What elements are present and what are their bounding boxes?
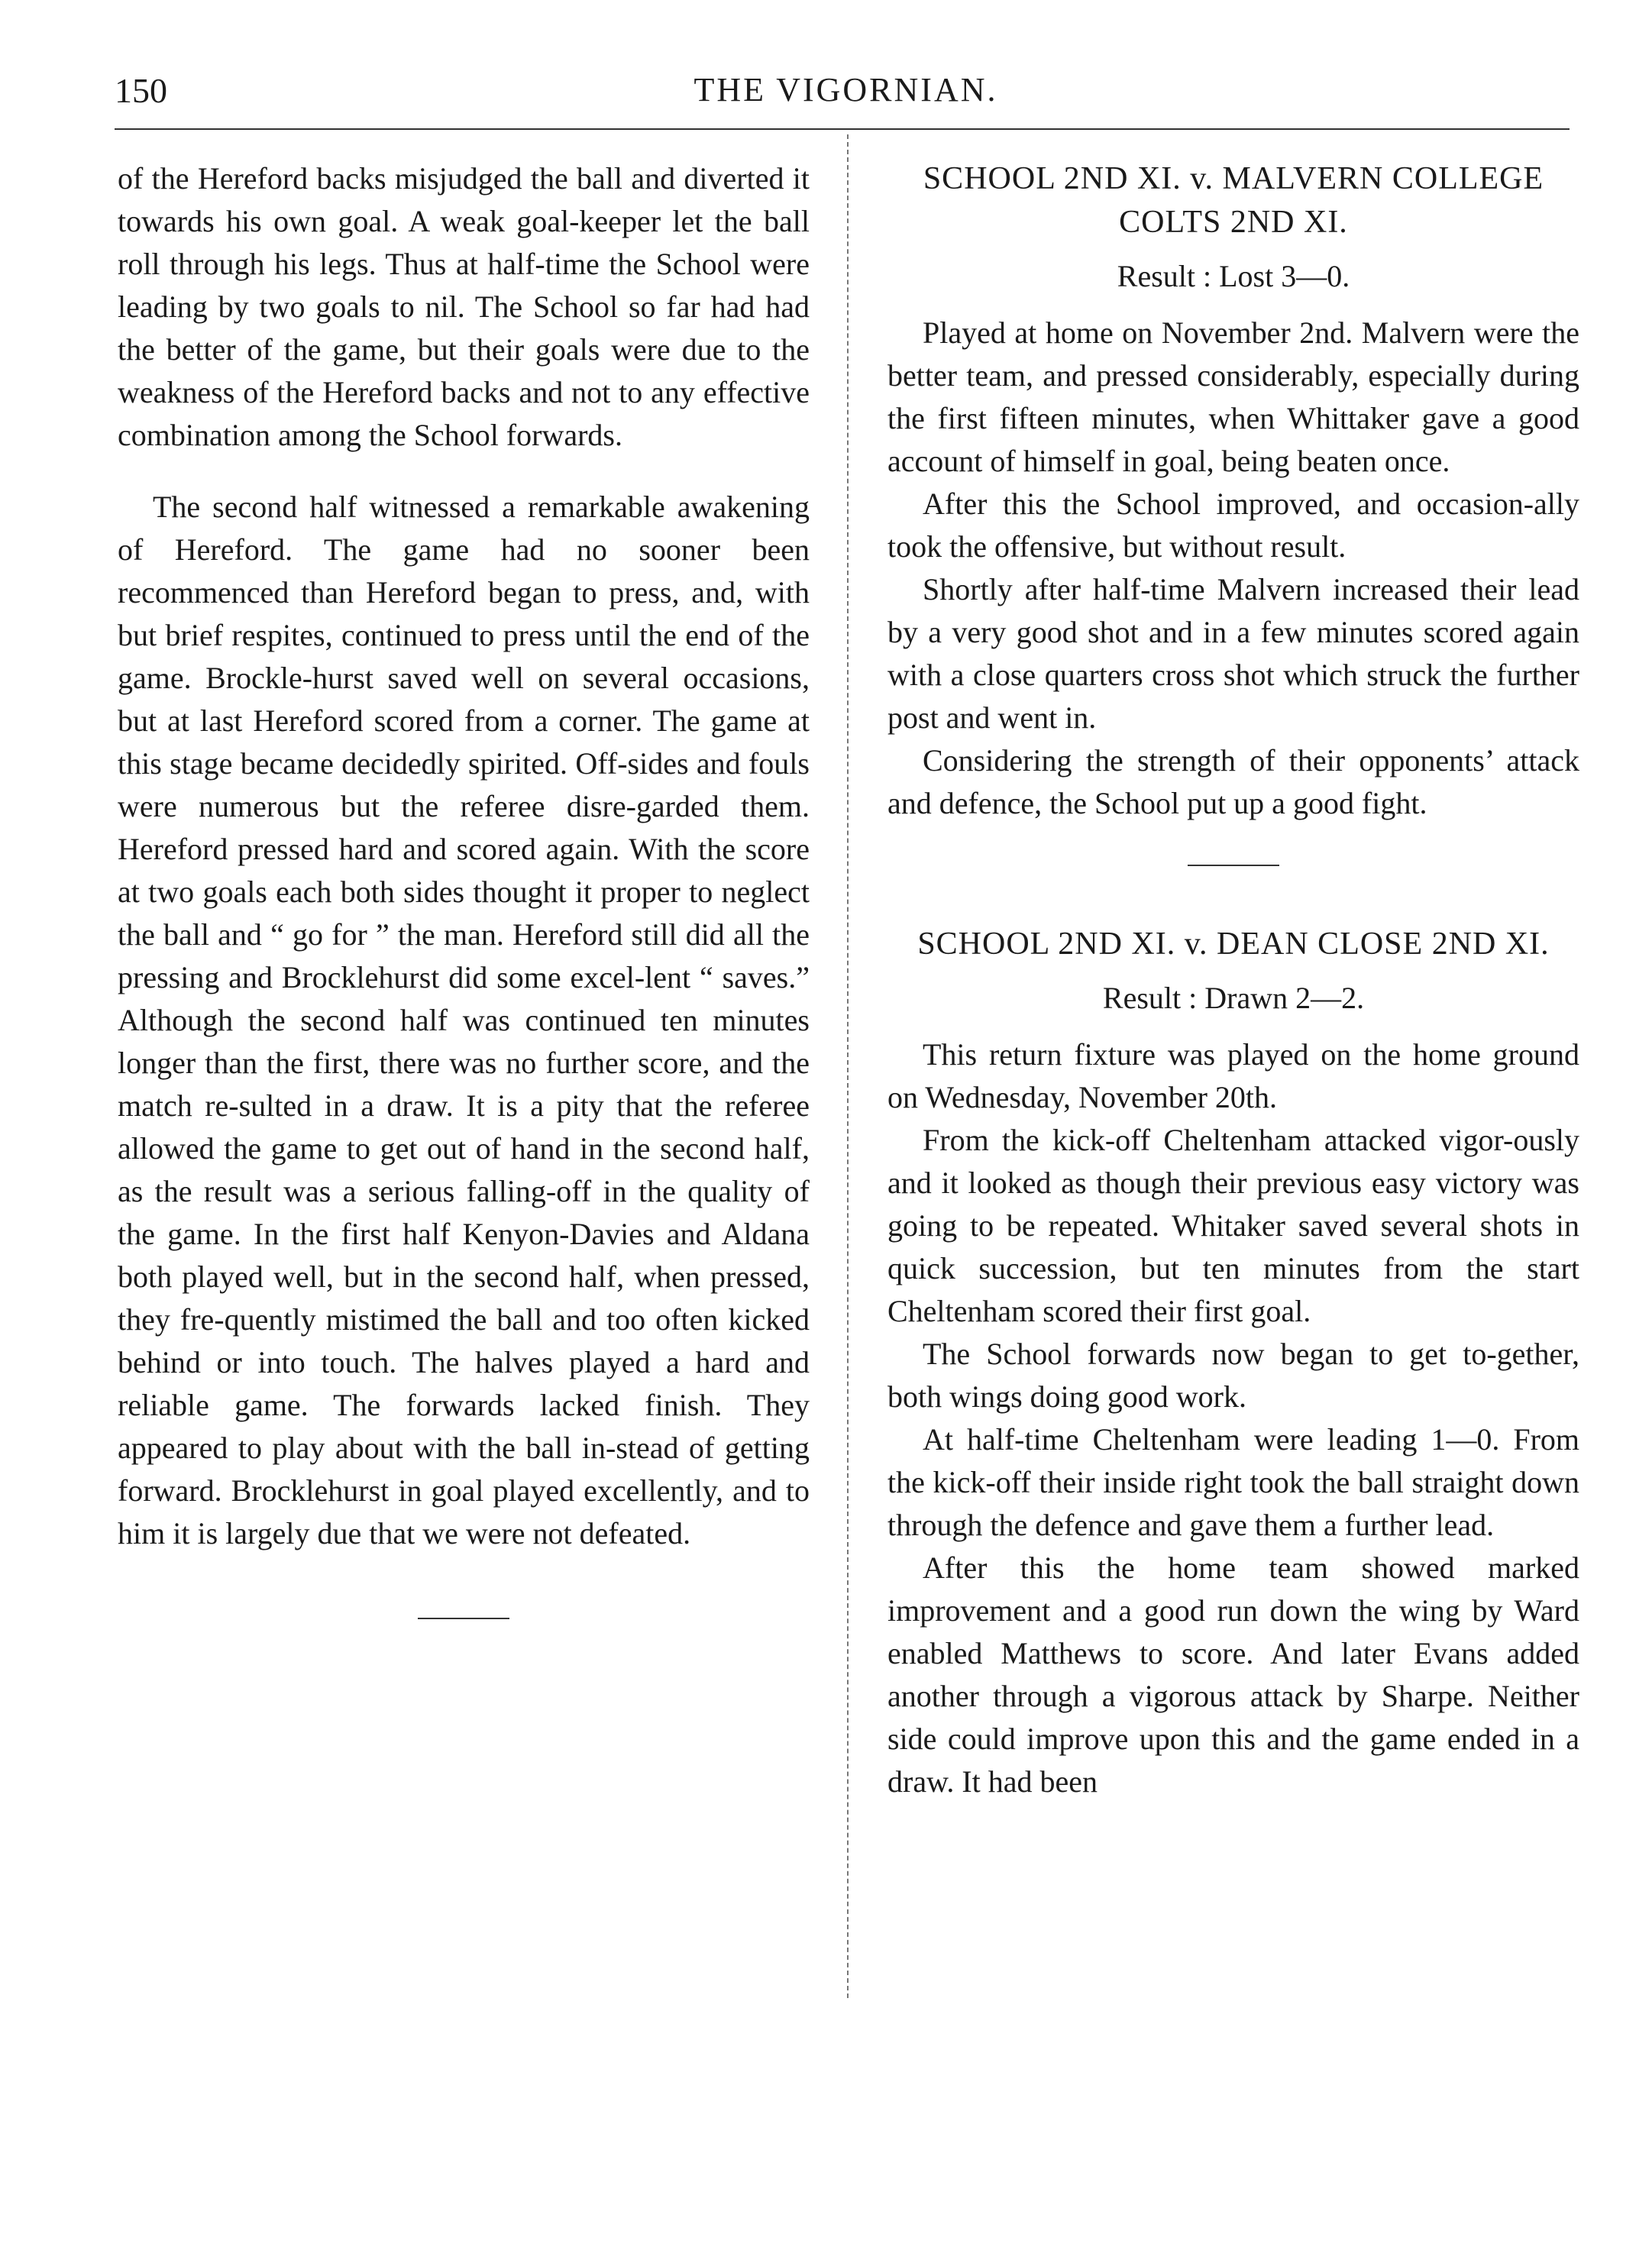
journal-title: THE VIGORNIAN.	[693, 71, 998, 108]
section-rule	[1188, 865, 1279, 866]
match-report-malvern	[887, 157, 1579, 825]
right-column	[887, 157, 1579, 1803]
paragraph: From the kick-off Cheltenham attacked vigor-ously and it looked as though their previous easy victory was going to be repeated. Whitaker saved several shots in quick succession, but ten minutes from the start Cheltenham scored their first goal.	[887, 1123, 1579, 1328]
paragraph: of the Hereford backs misjudged the ball and diverted it towards his own goal. A weak goal-keeper let the ball roll through his legs. Thus at half-time the School were leading by two goals to nil. The School so far had had the better of the game, but their goals were due to the weakness of the Hereford backs and not to any effective combination among the School forwards.	[118, 161, 810, 452]
paragraph: After this the home team showed marked improvement and a good run down the wing by Ward enabled Matthews to score. And later Evans added another through a vigorous attack by Sharpe. Neither side could improve upon this and the game ended in a draw. It had been	[887, 1550, 1579, 1799]
match-heading-line2: COLTS 2ND XI.	[1119, 205, 1348, 240]
match-heading: SCHOOL 2ND XI. v. DEAN CLOSE 2ND XI.	[917, 926, 1550, 962]
left-column	[118, 157, 810, 1619]
match-result: Result : Lost 3—0.	[1117, 259, 1350, 293]
column-divider	[847, 134, 849, 1998]
paragraph: The School forwards now began to get to-gether, both wings doing good work.	[887, 1337, 1579, 1414]
match-heading: SCHOOL 2ND XI. v. MALVERN COLLEGE	[923, 161, 1544, 196]
page-header	[115, 70, 1577, 124]
paragraph: At half-time Cheltenham were leading 1—0. From the kick-off their inside right took the ball straight down through the defence and gave them a further lead.	[887, 1422, 1579, 1542]
paragraph: Played at home on November 2nd. Malvern were the better team, and pressed considerably, especially during the first fifteen minutes, when Whittaker gave a good account of himself in goal, being beaten once.	[887, 315, 1579, 478]
paragraph: This return fixture was played on the home ground on Wednesday, November 20th.	[887, 1037, 1579, 1114]
match-result: Result : Drawn 2—2.	[1102, 981, 1365, 1015]
paragraph: The second half witnessed a remarkable awakening of Hereford. The game had no sooner been recommenced than Hereford began to press, and, with but brief respites, continued to press until the end of the game. Brockle-hurst saved well on several occasions, but at last Hereford scored from a corner. The game at this stage became decidedly spirited. Off-sides and fouls were numerous but the referee disre-garded them. Hereford pressed hard and scored again. With the score at two goals each both sides thought it proper to neglect the ball and “ go for ” the man. Hereford still did all the pressing and Brocklehurst did some excel-lent “ saves.” Although the second half was continued ten minutes longer than the first, there was no further score, and the match re-sulted in a draw. It is a pity that the referee allowed the game to get out of hand in the second half, as the result was a serious falling-off in the quality of the game. In the first half Kenyon-Davies and Aldana both played well, but in the second half, when pressed, they fre-quently mistimed the ball and too often kicked behind or into touch. The halves played a hard and reliable game. The forwards lacked finish. They appeared to play about with the ball in-stead of getting forward. Brocklehurst in goal played excellently, and to him it is largely due that we were not defeated.	[118, 490, 810, 1550]
paragraph: Considering the strength of their opponents’ attack and defence, the School put up a good fight.	[887, 743, 1579, 820]
header-rule	[115, 128, 1570, 130]
section-rule	[418, 1618, 509, 1619]
paragraph: Shortly after half-time Malvern increased their lead by a very good shot and in a few minutes scored again with a close quarters cross shot which struck the further post and went in.	[887, 572, 1579, 735]
paragraph: After this the School improved, and occasion-ally took the offensive, but without result.	[887, 487, 1579, 564]
match-report-dean-close	[887, 923, 1579, 1803]
page-number: 150	[115, 71, 167, 110]
